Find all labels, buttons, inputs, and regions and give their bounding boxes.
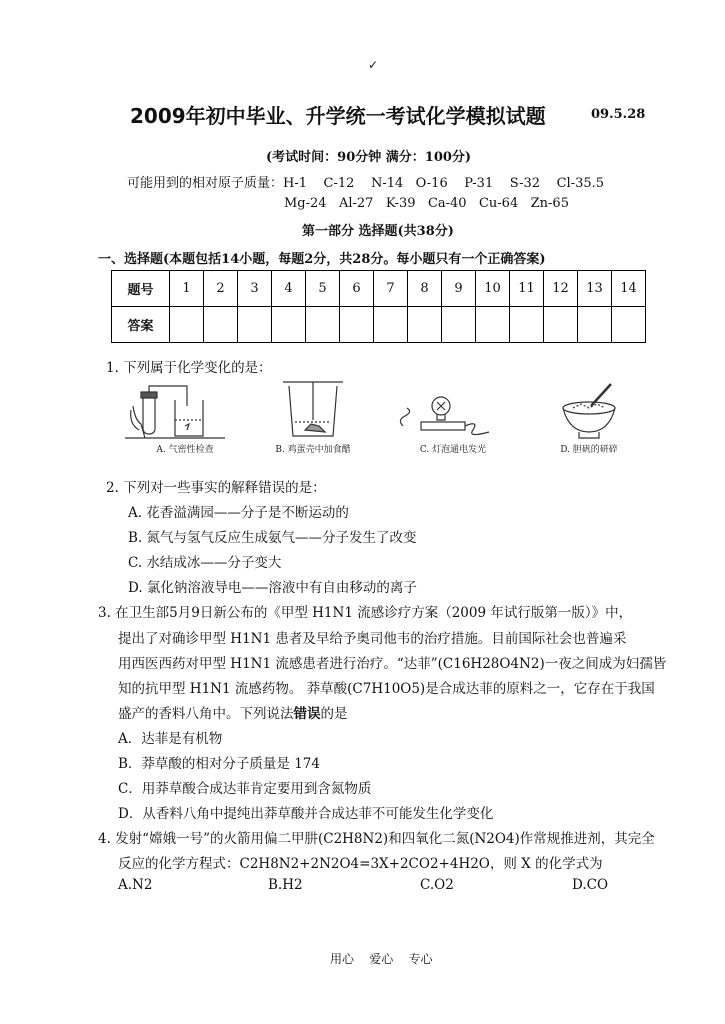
question-1-figures (125, 380, 625, 460)
question-3-line-1: 3. 在卫生部5月9日新公布的《甲型 H1N1 流感诊疗方案（2009 年试行版第一版）》中， (98, 605, 633, 621)
atomic-masses-line-2: Mg-24 Al-27 K-39 Ca-40 Cu-64 Zn-65 (284, 196, 569, 211)
row-label-answer: 答案 (112, 307, 170, 343)
row-label-number: 题号 (112, 271, 170, 307)
answer-cell[interactable] (544, 307, 578, 343)
answer-row (112, 307, 646, 343)
question-2-option-d: D. 氯化钠溶液导电——溶液中有自由移动的离子 (128, 580, 417, 596)
question-number-cell: 4 (272, 271, 306, 307)
exam-info: (考试时间：90分钟 满分：100分) (266, 150, 472, 165)
figure-mortar-pestle (529, 380, 649, 460)
checkmark: ✓ (368, 58, 379, 72)
beaker-eggshell-icon (253, 380, 373, 442)
question-number-cell: 9 (442, 271, 476, 307)
atomic-masses-line-1: 可能用到的相对原子质量：H-1 C-12 N-14 O-16 P-31 S-32 Cl-35.5 (127, 176, 605, 191)
answer-cell[interactable] (612, 307, 646, 343)
answer-cell[interactable] (204, 307, 238, 343)
figure-caption-b: B. 鸡蛋壳中加食醋 (275, 445, 351, 455)
figure-airtightness-check (125, 380, 245, 460)
tamiflu-formula: (C16H28O4N2) (437, 656, 545, 672)
question-number-cell: 14 (612, 271, 646, 307)
question-4-option-a: A.N2 (118, 877, 153, 893)
question-3-option-d: D．从香料八角中提纯出莽草酸并合成达菲不可能发生化学变化 (118, 806, 494, 822)
answer-cell[interactable] (306, 307, 340, 343)
question-number-cell: 5 (306, 271, 340, 307)
figure-lightbulb (393, 380, 513, 460)
shikimic-acid-formula: (C7H10O5) (347, 681, 426, 697)
answer-cell[interactable] (238, 307, 272, 343)
question-number-cell: 7 (374, 271, 408, 307)
question-2-option-b: B. 氮气与氢气反应生成氨气——分子发生了改变 (128, 530, 417, 546)
lightbulb-circuit-icon (393, 380, 513, 442)
figure-caption-d: D. 胆矾的研碎 (560, 445, 618, 455)
question-number-cell: 11 (510, 271, 544, 307)
part-one-title: 第一部分 选择题(共38分) (302, 224, 454, 239)
question-2-option-a: A. 花香溢满园——分子是不断运动的 (128, 505, 349, 521)
question-number-cell: 10 (476, 271, 510, 307)
question-3-option-c: C．用莽草酸合成达菲肯定要用到含氮物质 (118, 781, 372, 797)
page-footer: 用心 爱心 专心 (330, 952, 433, 966)
question-3-line-3 (118, 652, 666, 672)
answer-cell[interactable] (340, 307, 374, 343)
question-3-line-2: 提出了对确诊甲型 H1N1 患者及早给予奥司他韦的治疗措施。目前国际社会也普遍采 (118, 631, 627, 647)
answer-cell[interactable] (170, 307, 204, 343)
page-title: 2009年初中毕业、升学统一考试化学模拟试题 (130, 104, 546, 128)
question-3-line-4-text-b: 是合成达菲的原料之一，它存在于我国 (425, 681, 655, 697)
question-number-cell: 8 (408, 271, 442, 307)
question-3-line-3-text-a: 用西医西药对甲型 H1N1 流感患者进行治疗。“达菲” (118, 656, 438, 672)
answer-table (111, 270, 646, 343)
question-number-cell: 6 (340, 271, 374, 307)
answer-cell[interactable] (442, 307, 476, 343)
figure-caption-a: A. 气密性检查 (156, 445, 214, 455)
figure-eggshell-vinegar (253, 380, 373, 460)
answer-cell[interactable] (272, 307, 306, 343)
question-3-line-4 (118, 677, 655, 697)
question-3-line-5 (118, 702, 348, 722)
question-number-cell: 12 (544, 271, 578, 307)
question-1-stem: 1. 下列属于化学变化的是： (106, 360, 272, 376)
question-2-stem: 2. 下列对一些事实的解释错误的是： (106, 480, 326, 496)
question-2-option-c: C. 水结成冰——分子变大 (128, 555, 282, 571)
question-4-option-c: C.O2 (420, 877, 454, 893)
question-3-option-a: A．达菲是有机物 (118, 731, 223, 747)
question-number-cell: 1 (170, 271, 204, 307)
question-number-row (112, 271, 646, 307)
airtightness-apparatus-icon (125, 380, 245, 442)
question-number-cell: 3 (238, 271, 272, 307)
answer-cell[interactable] (374, 307, 408, 343)
question-3-line-3-text-b: 一夜之间成为妇孺皆 (544, 656, 667, 672)
figure-caption-c: C. 灯泡通电发光 (419, 445, 487, 455)
answer-cell[interactable] (408, 307, 442, 343)
section-one-heading: 一、选择题(本题包括14小题，每题2分，共28分。每小题只有一个正确答案) (98, 252, 546, 267)
mortar-pestle-icon (529, 380, 649, 442)
question-4-option-d: D.CO (572, 877, 609, 893)
answer-cell[interactable] (476, 307, 510, 343)
question-4-line-1: 4. 发射“嫦娥一号”的火箭用偏二甲肼(C2H8N2)和四氧化二氮(N2O4)作常规推进剂，其完全 (98, 831, 655, 847)
question-3-line-5-text-a: 盛产的香料八角中。下列说法 (118, 706, 294, 722)
title-date: 09.5.28 (591, 107, 646, 122)
answer-cell[interactable] (510, 307, 544, 343)
question-3-line-5-text-b: 的是 (320, 706, 348, 722)
question-number-cell: 2 (204, 271, 238, 307)
question-4-line-2: 反应的化学方程式：C2H8N2+2N2O4=3X+2CO2+4H2O，则 X 的化学式为 (118, 856, 603, 872)
question-3-line-4-text-a: 知的抗甲型 H1N1 流感药物。 莽草酸 (118, 681, 348, 697)
answer-cell[interactable] (578, 307, 612, 343)
question-4-option-b: B.H2 (268, 877, 303, 893)
question-number-cell: 13 (578, 271, 612, 307)
question-3-option-b: B．莽草酸的相对分子质量是 174 (118, 756, 320, 772)
emphasis-wrong: 错误 (293, 706, 321, 722)
